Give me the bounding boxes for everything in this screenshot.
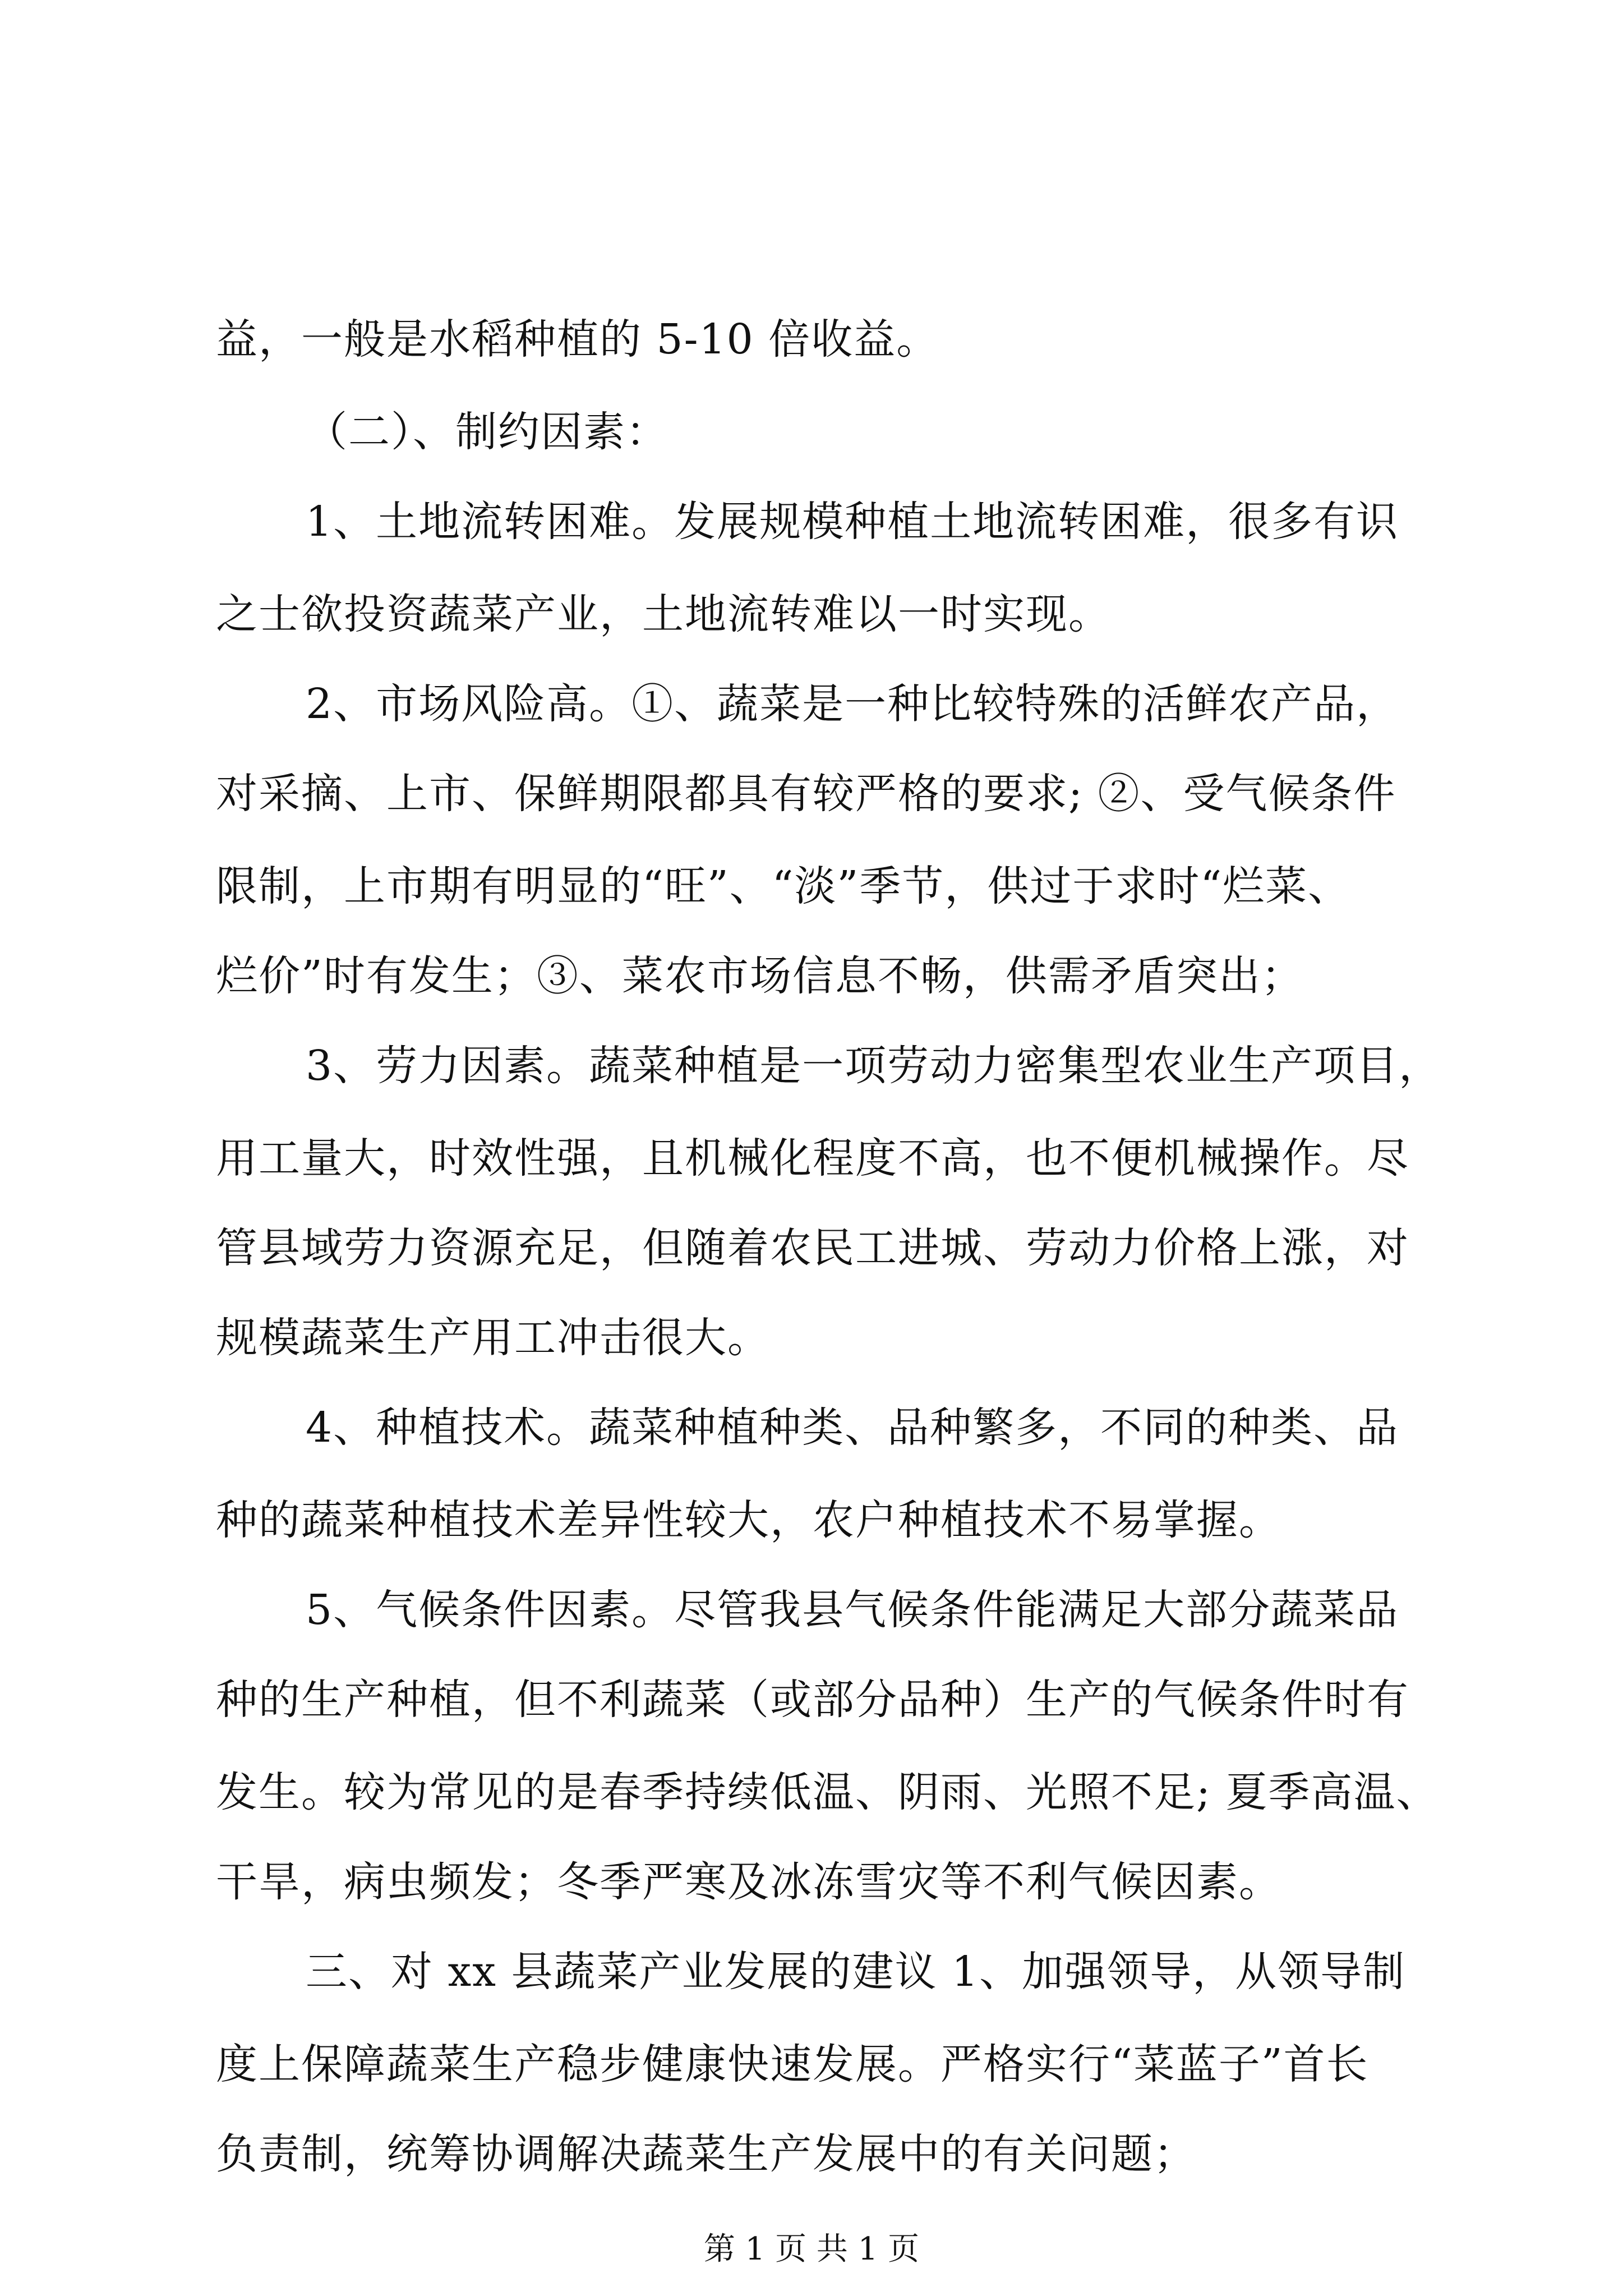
text-line-4: 之士欲投资蔬菜产业，土地流转难以一时实现。 bbox=[216, 590, 1111, 638]
text-line-5: 2、市场风险高。①、蔬菜是一种比较特殊的活鲜农产品， bbox=[306, 680, 1399, 728]
text-line-18: 干旱，病虫频发；冬季严寒及冰冻雪灾等不利气候因素。 bbox=[216, 1858, 1281, 1906]
text-line-9: 3、劳力因素。蔬菜种植是一项劳动力密集型农业生产项目， bbox=[306, 1042, 1442, 1090]
text-line-20: 度上保障蔬菜生产稳步健康快速发展。严格实行“菜蓝子”首长 bbox=[216, 2040, 1369, 2088]
text-line-17: 发生。较为常见的是春季持续低温、阴雨、光照不足; 夏季高温、 bbox=[216, 1768, 1439, 1816]
text-line-21: 负责制，统筹协调解决蔬菜生产发展中的有关问题； bbox=[216, 2130, 1196, 2178]
text-line-15: 5、气候条件因素。尽管我县气候条件能满足大部分蔬菜品 bbox=[306, 1586, 1399, 1634]
text-line-12: 规模蔬菜生产用工冲击很大。 bbox=[216, 1314, 770, 1362]
text-line-16: 种的生产种植，但不利蔬菜（或部分品种）生产的气候条件时有 bbox=[216, 1676, 1409, 1724]
text-line-7: 限制，上市期有明显的“旺”、“淡”季节，供过于求时“烂菜、 bbox=[216, 862, 1351, 910]
text-line-6: 对采摘、上市、保鲜期限都具有较严格的要求; ②、受气候条件 bbox=[216, 770, 1396, 818]
section-heading-constraints: （二）、制约因素： bbox=[306, 408, 668, 456]
page-footer: 第 1 页 共 1 页 bbox=[703, 2231, 920, 2267]
text-line-3: 1、土地流转困难。发展规模种植土地流转困难，很多有识 bbox=[306, 498, 1399, 546]
text-line-13: 4、种植技术。蔬菜种植种类、品种繁多，不同的种类、品 bbox=[306, 1404, 1399, 1452]
text-line-14: 种的蔬菜种植技术差异性较大，农户种植技术不易掌握。 bbox=[216, 1496, 1281, 1544]
text-line-10: 用工量大，时效性强，且机械化程度不高，也不便机械操作。尽 bbox=[216, 1134, 1409, 1182]
text-line-19: 三、对 xx 县蔬菜产业发展的建议 1、加强领导，从领导制 bbox=[306, 1948, 1406, 1996]
text-line-11: 管县域劳力资源充足，但随着农民工进城、劳动力价格上涨，对 bbox=[216, 1224, 1409, 1272]
text-line-8: 烂价”时有发生；③、菜农市场信息不畅，供需矛盾突出； bbox=[216, 952, 1304, 1000]
text-line-1: 益，一般是水稻种植的 5-10 倍收益。 bbox=[216, 315, 939, 364]
